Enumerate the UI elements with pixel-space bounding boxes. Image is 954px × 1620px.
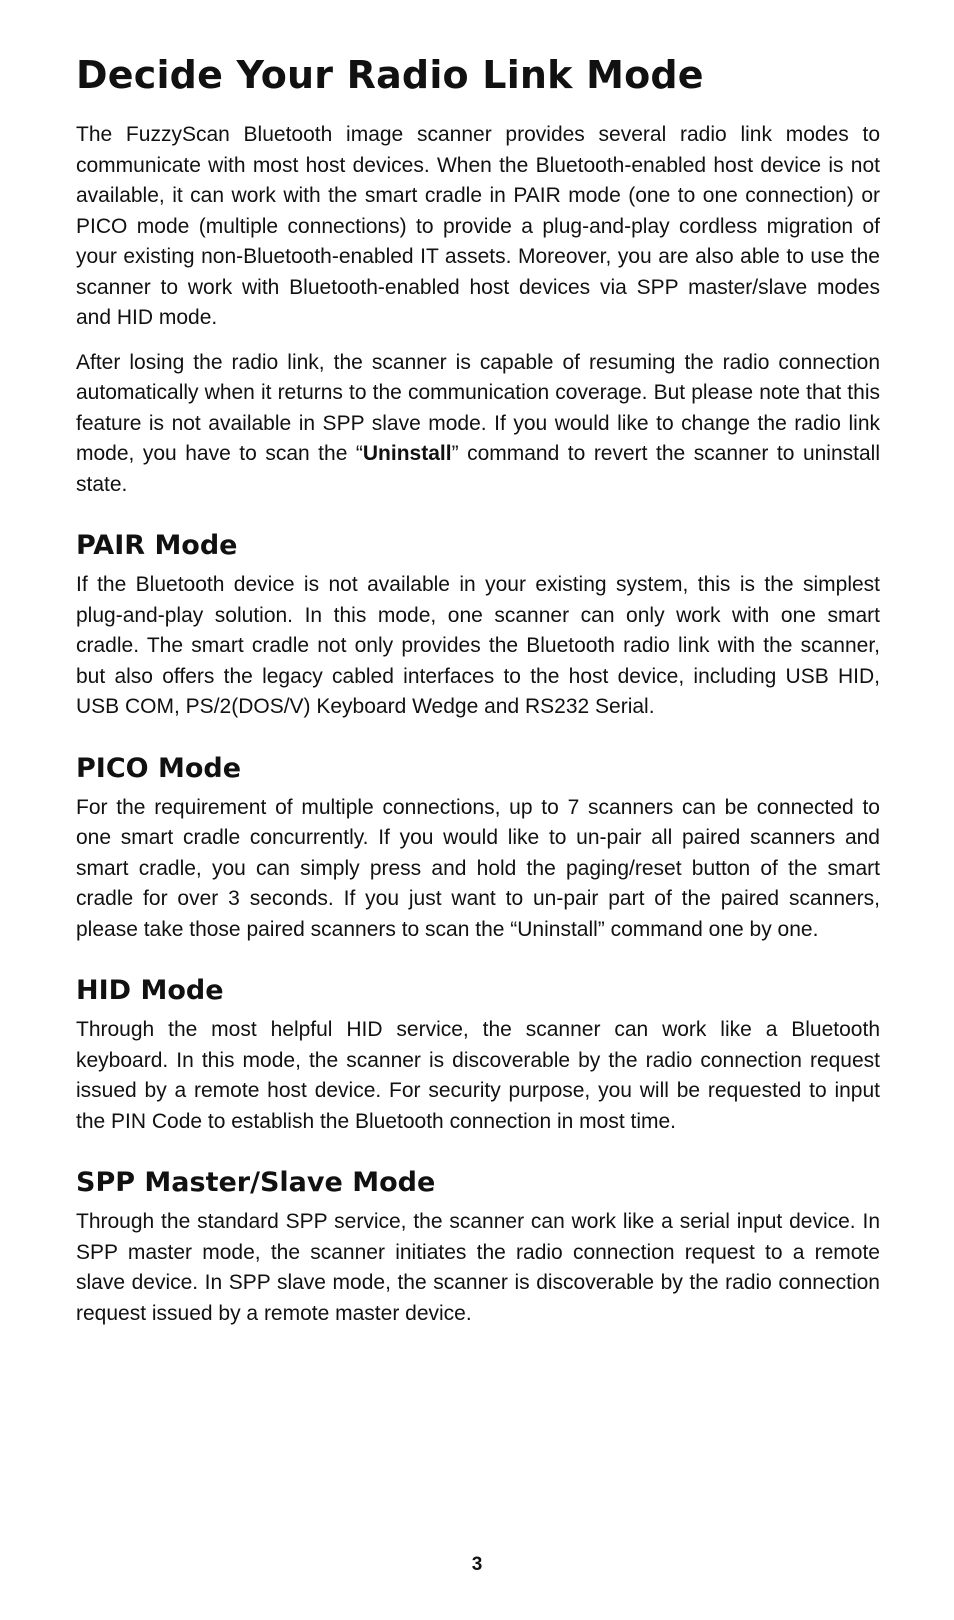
pair-mode-heading: PAIR Mode [76,530,238,561]
document-page [76,52,880,1343]
uninstall-command-bold: Uninstall [362,442,452,465]
hid-mode-paragraph: Through the most helpful HID service, the scanner can work like a Bluetooth keyboard. In this mode, the scanner is discoverable by the radio connection request issued by a remote host device. For security purpose, you will be requested to input the PIN Code to establish the Bluetooth connection in most time. [76,1018,880,1133]
spp-mode-heading: SPP Master/Slave Mode [76,1167,436,1198]
page-title: Decide Your Radio Link Mode [76,53,704,97]
pair-mode-paragraph: If the Bluetooth device is not available in your existing system, this is the simplest plug-and-play solution. In this mode, one scanner can only work with one smart cradle. The smart cradle not only provides the Bluetooth radio link with the scanner, but also offers the legacy cabled interfaces to the host device, including USB HID, USB COM, PS/2(DOS/V) Keyboard Wedge and RS232 Serial. [76,573,880,718]
intro-paragraph-2 [76,348,880,501]
spp-mode-paragraph: Through the standard SPP service, the scanner can work like a serial input device. In SPP master mode, the scanner initiates the radio connection request to a remote slave device. In SPP slave mode, the scanner is discoverable by the radio connection request issued by a remote master device. [76,1210,880,1325]
intro-paragraph-2-before: After losing the radio link, the scanner is capable of resuming the radio connection automatically when it returns to the communication coverage. But please note that this feature is not available in SPP slave mode. If you would like to change the radio link mode, you have to scan the “ [76,350,880,465]
intro-paragraph-1: The FuzzyScan Bluetooth image scanner provides several radio link modes to communicate with most host devices. When the Bluetooth-enabled host device is not available, it can work with the smart cradle in PAIR mode (one to one connection) or PICO mode (multiple connections) to provide a plug-and-play cordless migration of your existing non-Bluetooth-enabled IT assets. Moreover, you are also able to use the scanner to work with Bluetooth-enabled host devices via SPP master/slave modes and HID mode. [76,123,880,329]
pico-mode-paragraph: For the requirement of multiple connections, up to 7 scanners can be connected to one smart cradle concurrently. If you would like to un-pair all paired scanners and smart cradle, you can simply press and hold the paging/reset button of the smart cradle for over 3 seconds. If you just want to un-pair part of the paired scanners, please take those paired scanners to scan the “Uninstall” command one by one. [76,795,880,941]
intro-paragraph-2-after: ” command to revert the scanner to uninstall state. [76,442,881,496]
pico-mode-heading: PICO Mode [76,752,242,784]
page-number: 3 [471,1554,483,1575]
hid-mode-heading: HID Mode [76,975,224,1006]
